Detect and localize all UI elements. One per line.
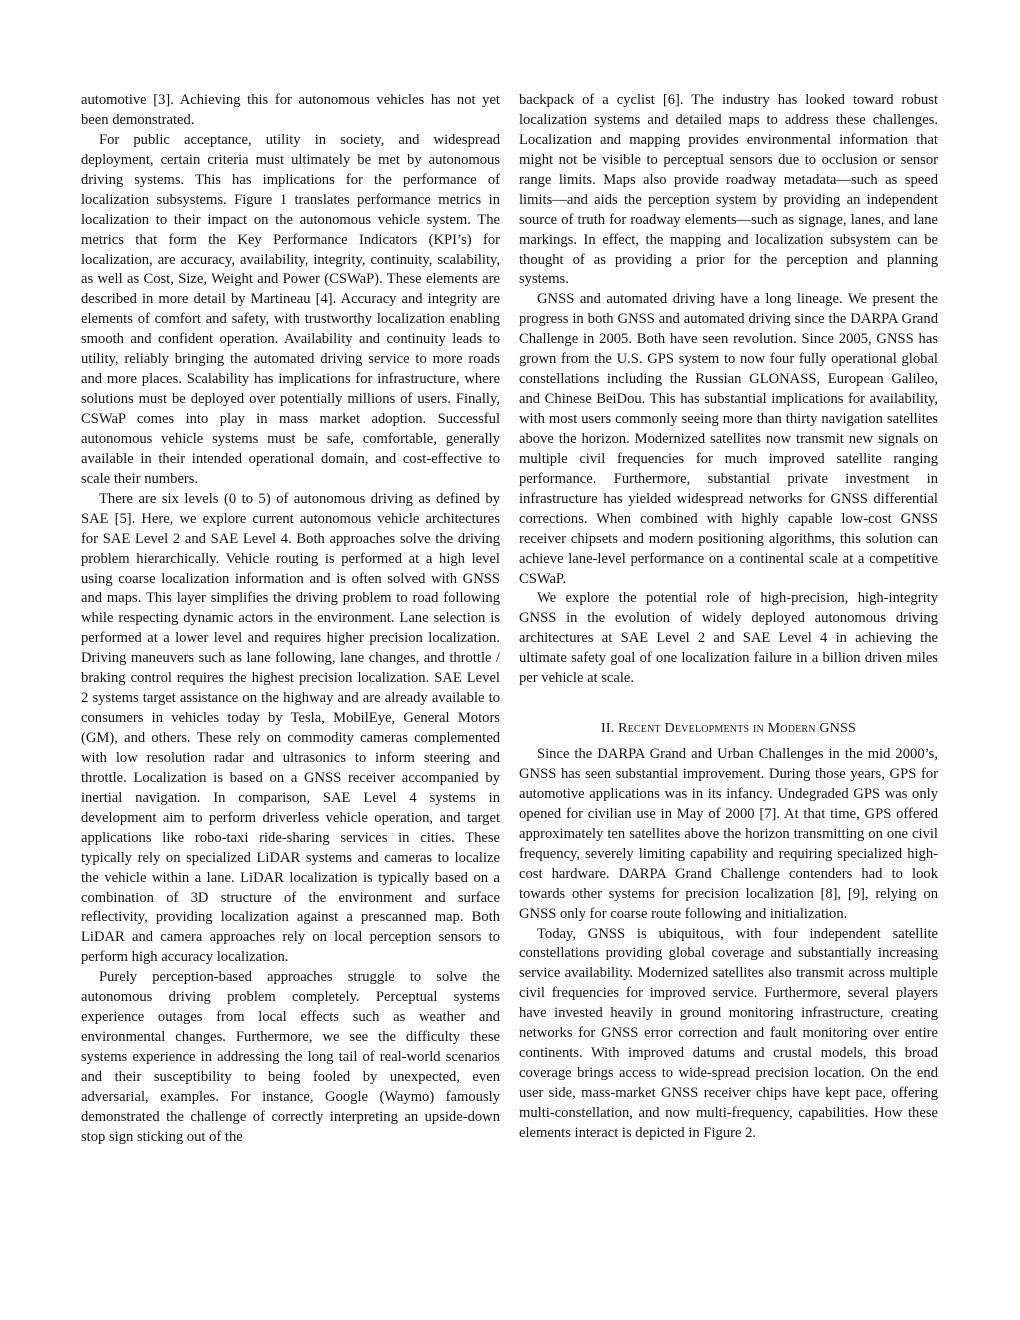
section-heading — [519, 719, 938, 739]
left-column — [81, 91, 500, 1148]
paragraph-public-acceptance: For public acceptance, utility in society, and widespread deployment, certain criteria must ultimately be met by autonomous driving systems. This has implications for the performance of localization subsystems. Figure 1 translates performance metrics in localization to their impact on the autonomous vehicle system. The metrics that form the Key Performance Indicators (KPI’s) for localization, are accuracy, availability, integrity, continuity, scalability, as well as Cost, Size, Weight and Power (CSWaP). These elements are described in more detail by Martineau [4]. Accuracy and integrity are elements of comfort and safety, with trustworthy localization enabling smooth and confident operation. Availability and continuity leads to utility, reliably bringing the automated driving service to more roads and more places. Scalability has implications for infrastructure, where solutions must be deployed over potentially millions of users. Finally, CSWaP comes into play in mass market adoption. Successful autonomous vehicle systems must be safe, comfortable, generally available in their intended operational domain, and cost-effective to scale their numbers. — [81, 131, 500, 487]
paragraph-backpack-cyclist: backpack of a cyclist [6]. The industry has looked toward robust localization systems and detailed maps to address these challenges. Localization and mapping provides environmental information that might not be visible to perceptual sensors due to occlusion or sensor range limits. Maps also provide roadway metadata—such as speed limits—and aids the perception system by providing an independent source of truth for roadway elements—such as signage, lanes, and lane markings. In effect, the mapping and localization subsystem can be thought of as providing a prior for the perception and planning systems. — [519, 92, 938, 288]
paragraph-continuation: automotive [3]. Achieving this for autonomous vehicles has not yet been demonstrated. — [81, 92, 500, 128]
paragraph-sae-levels: There are six levels (0 to 5) of autonomous driving as defined by SAE [5]. Here, we explore current autonomous vehicle architectures for SAE Level 2 and SAE Level 4. Both approaches solve the driving problem hierarchically. Vehicle routing is performed at a high level using coarse localization information and is often solved with GNSS and maps. This layer simplifies the driving problem to road following while respecting dynamic actors in the environment. Lane selection is performed at a lower level and requires higher precision localization. Driving maneuvers such as lane following, lane changes, and throttle / braking control requires the highest precision localization. SAE Level 2 systems target assistance on the highway and are already available to consumers in vehicles today by Tesla, MobilEye, General Motors (GM), and others. These rely on commodity cameras complemented with low resolution radar and ultrasonics to inform steering and throttle. Localization is based on a GNSS receiver accompanied by inertial navigation. In comparison, SAE Level 4 systems in development aim to perform driverless vehicle operation, and target applications like robo-taxi ride-sharing services in cities. These typically rely on specialized LiDAR systems and cameras to localize the vehicle within a lane. LiDAR localization is typically based on a combination of 3D structure of the environment and surface reflectivity, providing localization against a prescanned map. Both LiDAR and camera approaches rely on local perception sensors to perform high accuracy localization. — [81, 490, 500, 966]
paragraph-explore-role: We explore the potential role of high-precision, high-integrity GNSS in the evolution of widely deployed autonomous driving architectures at SAE Level 2 and SAE Level 4 in achieving the ultimate safety goal of one localization failure in a billion driven miles per vehicle at scale. — [519, 590, 938, 687]
paragraph-gnss-ubiquitous: Today, GNSS is ubiquitous, with four independent satellite constellations providing global coverage and substantially increasing service availability. Modernized satellites also transmit across multiple civil frequencies for improved service. Furthermore, several players have invested heavily in ground monitoring infrastructure, creating networks for GNSS error correction and fault monitoring over entire continents. With improved datums and crustal models, this broad coverage brings access to wide-spread precision location. On the end user side, mass-market GNSS receiver chips have kept pace, offering multi-constellation, and now multi-frequency, capabilities. How these elements interact is depicted in Figure 2. — [519, 925, 938, 1141]
paragraph-perception-approaches: Purely perception-based approaches struggle to solve the autonomous driving problem completely. Perceptual systems experience outages from local effects such as weather and environmental changes. Furthermore, we see the difficulty these systems experience in addressing the long tail of real-world scenarios and their susceptibility to being fooled by unexpected, even adversarial, examples. For instance, Google (Waymo) famously demonstrated the challenge of correctly interpreting an upside-down stop sign sticking out of the — [81, 969, 500, 1145]
paragraph-darpa-challenges: Since the DARPA Grand and Urban Challenges in the mid 2000’s, GNSS has seen substantial improvement. During those years, GPS for automotive applications was in its infancy. Undegraded GPS was only opened for civilian use in May of 2000 [7]. At that time, GPS offered approximately ten satellites above the horizon transmitting on one civil frequency, severely limiting capability and requiring specialized high-cost hardware. DARPA Grand Challenge contenders had to look towards other systems for precision localization [8], [9], relying on GNSS only for coarse route following and initialization. — [519, 746, 938, 922]
paragraph-gnss-lineage: GNSS and automated driving have a long lineage. We present the progress in both GNSS and automated driving since the DARPA Grand Challenge in 2005. Both have seen revolution. Since 2005, GNSS has grown from the U.S. GPS system to now four fully operational global constellations including the Russian GLONASS, European Galileo, and Chinese BeiDou. This has substantial implications for availability, with most users commonly seeing more than thirty navigation satellites above the horizon. Modernized satellites now transmit new signals on multiple civil frequencies for much improved satellite ranging performance. Furthermore, substantial private investment in infrastructure has yielded widespread networks for GNSS differential corrections. When combined with highly capable low-cost GNSS receiver chipsets and modern positioning algorithms, this solution can achieve lane-level performance on a continental scale at a competitive CSWaP. — [519, 291, 938, 587]
section-number: II. — [600, 721, 615, 737]
section-title: Recent Developments in Modern GNSS — [618, 721, 857, 737]
right-column — [519, 91, 938, 1144]
